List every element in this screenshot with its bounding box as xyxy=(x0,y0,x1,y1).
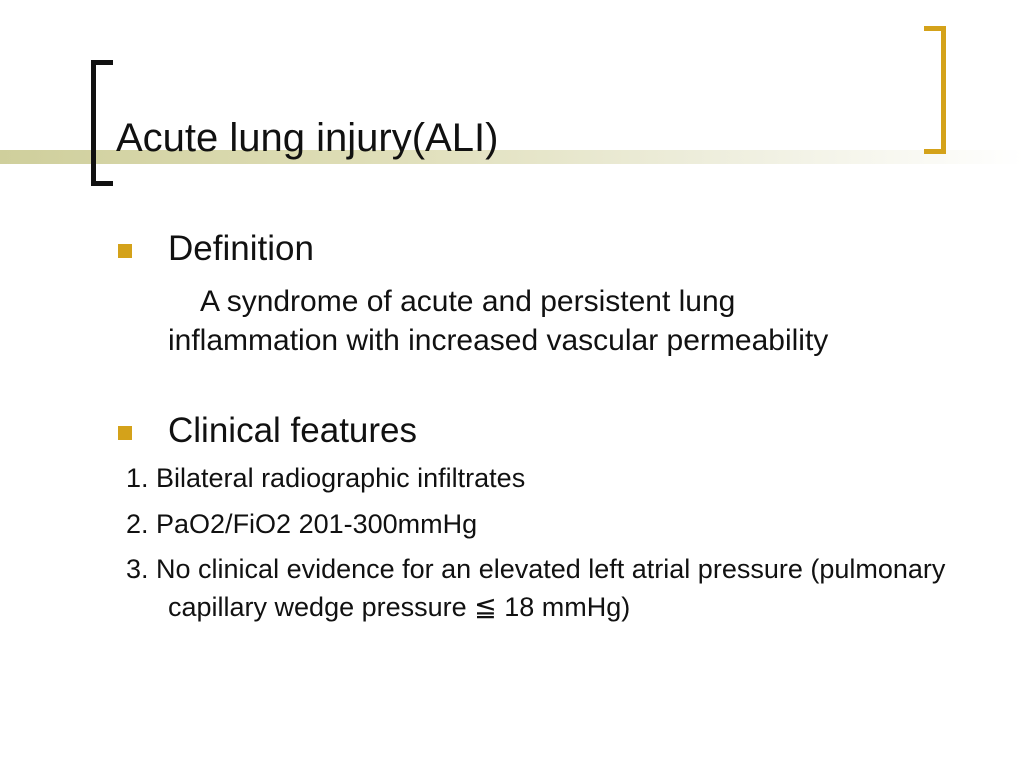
slide-title: Acute lung injury(ALI) xyxy=(116,116,499,160)
square-bullet-icon xyxy=(118,244,132,258)
square-bullet-icon xyxy=(118,426,132,440)
left-bracket-decoration xyxy=(91,60,113,186)
definition-text: A syndrome of acute and persistent lung inflammation with increased vascular permeability xyxy=(168,285,829,357)
definition-heading: Definition xyxy=(168,229,314,268)
right-bracket-decoration xyxy=(924,26,946,154)
clinical-feature-item: 3. No clinical evidence for an elevated left atrial pressure (pulmonary capillary wedge pressure ≦ 18 mmHg) xyxy=(126,554,946,622)
clinical-features-heading: Clinical features xyxy=(168,411,417,450)
clinical-feature-item: 1. Bilateral radiographic infiltrates xyxy=(126,463,526,493)
clinical-feature-item: 2. PaO2/FiO2 201-300mmHg xyxy=(126,509,478,539)
